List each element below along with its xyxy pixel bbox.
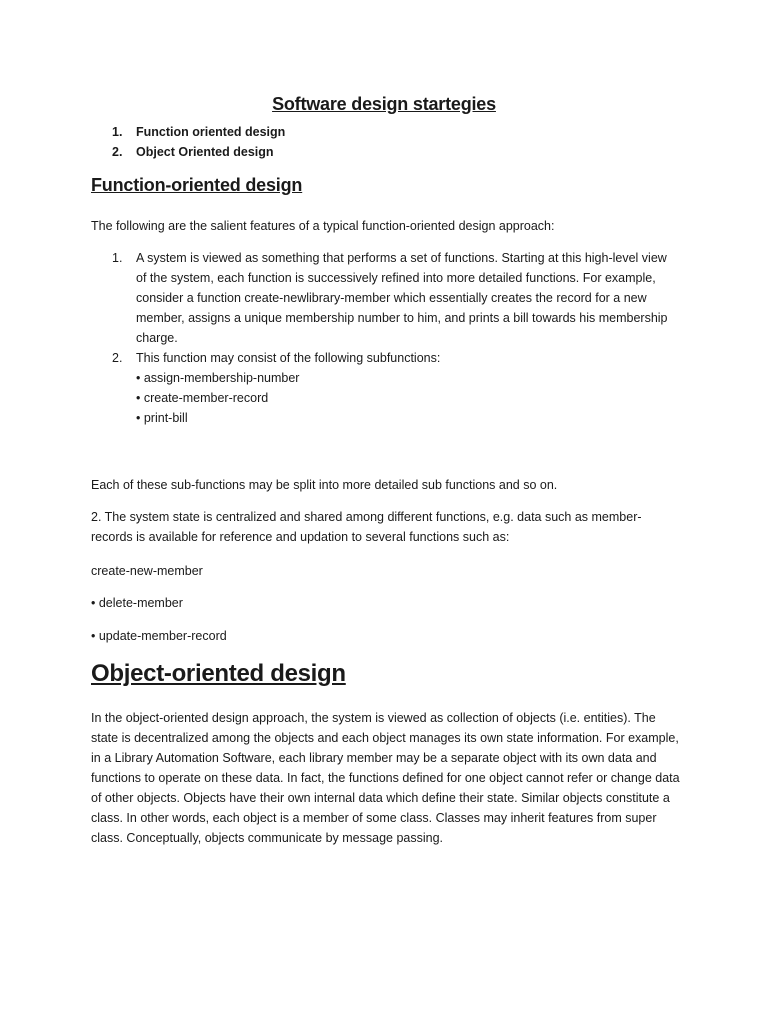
section-intro: The following are the salient features of a typical function-oriented design approach:: [91, 219, 555, 233]
list-item-text: Function oriented design: [136, 125, 286, 139]
list-item-text: Object Oriented design: [136, 145, 274, 159]
section-heading-function-oriented: Function-oriented design: [91, 175, 303, 195]
function-name: • update-member-record: [91, 629, 227, 643]
list-item-body: [136, 348, 680, 428]
list-item: [112, 122, 285, 142]
page-title: Software design startegies: [272, 94, 496, 114]
list-number: 1.: [112, 251, 123, 265]
function-name: create-new-member: [91, 564, 203, 578]
paragraph: Each of these sub-functions may be split into more detailed sub functions and so on.: [91, 478, 558, 492]
strategy-list: [112, 122, 285, 162]
features-list: [112, 248, 680, 428]
paragraph: In the object-oriented design approach, the system is viewed as collection of objects (i.e. entities). The state is decentralized among the objects and each object manages its own state information. For example, in a Library Automation Software, each library member may be a separate object with its own data and functions to operate on these data. In fact, the functions defined for one object cannot refer or change data of other objects. Objects have their own internal data which define their state. Similar objects constitute a class. In other words, each object is a member of some class. Classes may inherit features from super class. Conceptually, objects communicate by message passing.: [91, 711, 680, 845]
paragraph: 2. The system state is centralized and shared among different functions, e.g. data such as member-records is available for reference and updation to several functions such as:: [91, 510, 642, 544]
subfunction-item: • assign-membership-number: [136, 371, 300, 385]
list-number: 2.: [112, 145, 123, 159]
section-heading-object-oriented: Object-oriented design: [91, 660, 346, 687]
function-name: • delete-member: [91, 596, 183, 610]
list-item-text: This function may consist of the following subfunctions:: [136, 351, 441, 365]
list-item: [112, 248, 680, 348]
list-number: 1.: [112, 125, 123, 139]
subfunction-item: • create-member-record: [136, 391, 269, 405]
list-number: 2.: [112, 351, 123, 365]
subfunction-item: • print-bill: [136, 411, 188, 425]
list-item-text: A system is viewed as something that performs a set of functions. Starting at this high-level view of the system, each function is successively refined into more detailed functions. For example, consider a function create-newlibrary-member which essentially creates the record for a new member, assigns a unique membership number to him, and prints a bill towards his membership charge.: [136, 251, 668, 345]
list-item: [112, 142, 285, 162]
list-item: [112, 348, 680, 428]
